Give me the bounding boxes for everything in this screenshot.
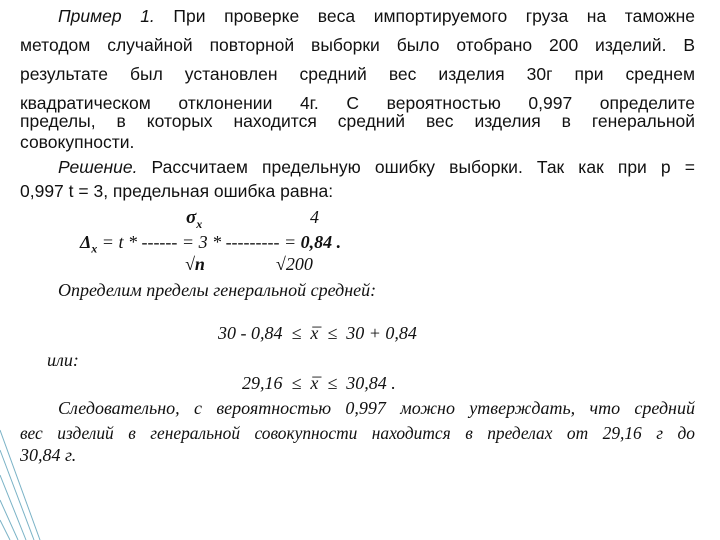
conclusion-line-1: Следовательно, с вероятностью 0,997 можно утверждать, что средний	[58, 398, 695, 418]
ineq1-right: 30 + 0,84	[346, 323, 417, 343]
leq-symbol: ≤	[327, 323, 338, 343]
formula-sqrt-n: √n	[185, 254, 205, 274]
leq-symbol: ≤	[327, 373, 338, 393]
solution-line-2: 0,997 t = 3, предельная ошибка равна:	[20, 181, 334, 201]
solution-text: Рассчитаем предельную ошибку выборки. Так как при р =	[151, 157, 695, 177]
example-line-6: совокупности.	[20, 132, 135, 152]
example-text: При проверке веса импортируемого груза на таможне	[173, 6, 695, 26]
formula-delta: Δ	[80, 232, 92, 252]
decorative-corner-lines	[0, 420, 46, 540]
formula-result: 0,84	[300, 232, 333, 252]
formula-main-line: $\Delta_x = t$ * ------ = 3 * --------- = 0,84 .	[80, 232, 342, 256]
example-line-4: квадратическом отклонении 4г. С вероятностью 0,997 определите	[20, 93, 695, 113]
ineq2-left: 29,16	[242, 373, 283, 393]
example-line-3: результате был установлен средний вес изделия 30г при среднем	[20, 64, 695, 84]
conclusion-line-2: вес изделий в генеральной совокупности находится в пределах от 29,16 г до	[20, 423, 695, 443]
solution-label: Решение.	[58, 157, 138, 177]
example-line-1	[58, 6, 695, 27]
example-line-5: пределы, в которых находится средний вес изделия в генеральной	[20, 111, 695, 131]
leq-symbol: ≤	[291, 373, 302, 393]
example-line-2: методом случайной повторной выборки было отобрано 200 изделий. В	[20, 35, 695, 55]
bounds-intro: Определим пределы генеральной средней:	[58, 280, 377, 300]
inequality-1	[218, 323, 417, 344]
formula-sqrt-200: √200	[276, 254, 313, 274]
formula-fractions: t * ------ = 3 * --------- =	[118, 232, 301, 252]
ineq1-left: 30 - 0,84	[218, 323, 283, 343]
inequality-2	[242, 373, 396, 394]
conclusion-line-3: 30,84 г.	[20, 445, 77, 465]
x-bar: _ x	[310, 373, 318, 394]
or-label: или:	[47, 350, 79, 370]
example-label: Пример 1.	[58, 6, 155, 26]
ineq2-right: 30,84 .	[346, 373, 396, 393]
leq-symbol: ≤	[291, 323, 302, 343]
formula-sigma: $\sigma_x$	[186, 207, 203, 231]
x-bar: _ x	[310, 323, 318, 344]
solution-line-1	[58, 157, 695, 178]
formula-numerator-4: 4	[310, 207, 319, 227]
